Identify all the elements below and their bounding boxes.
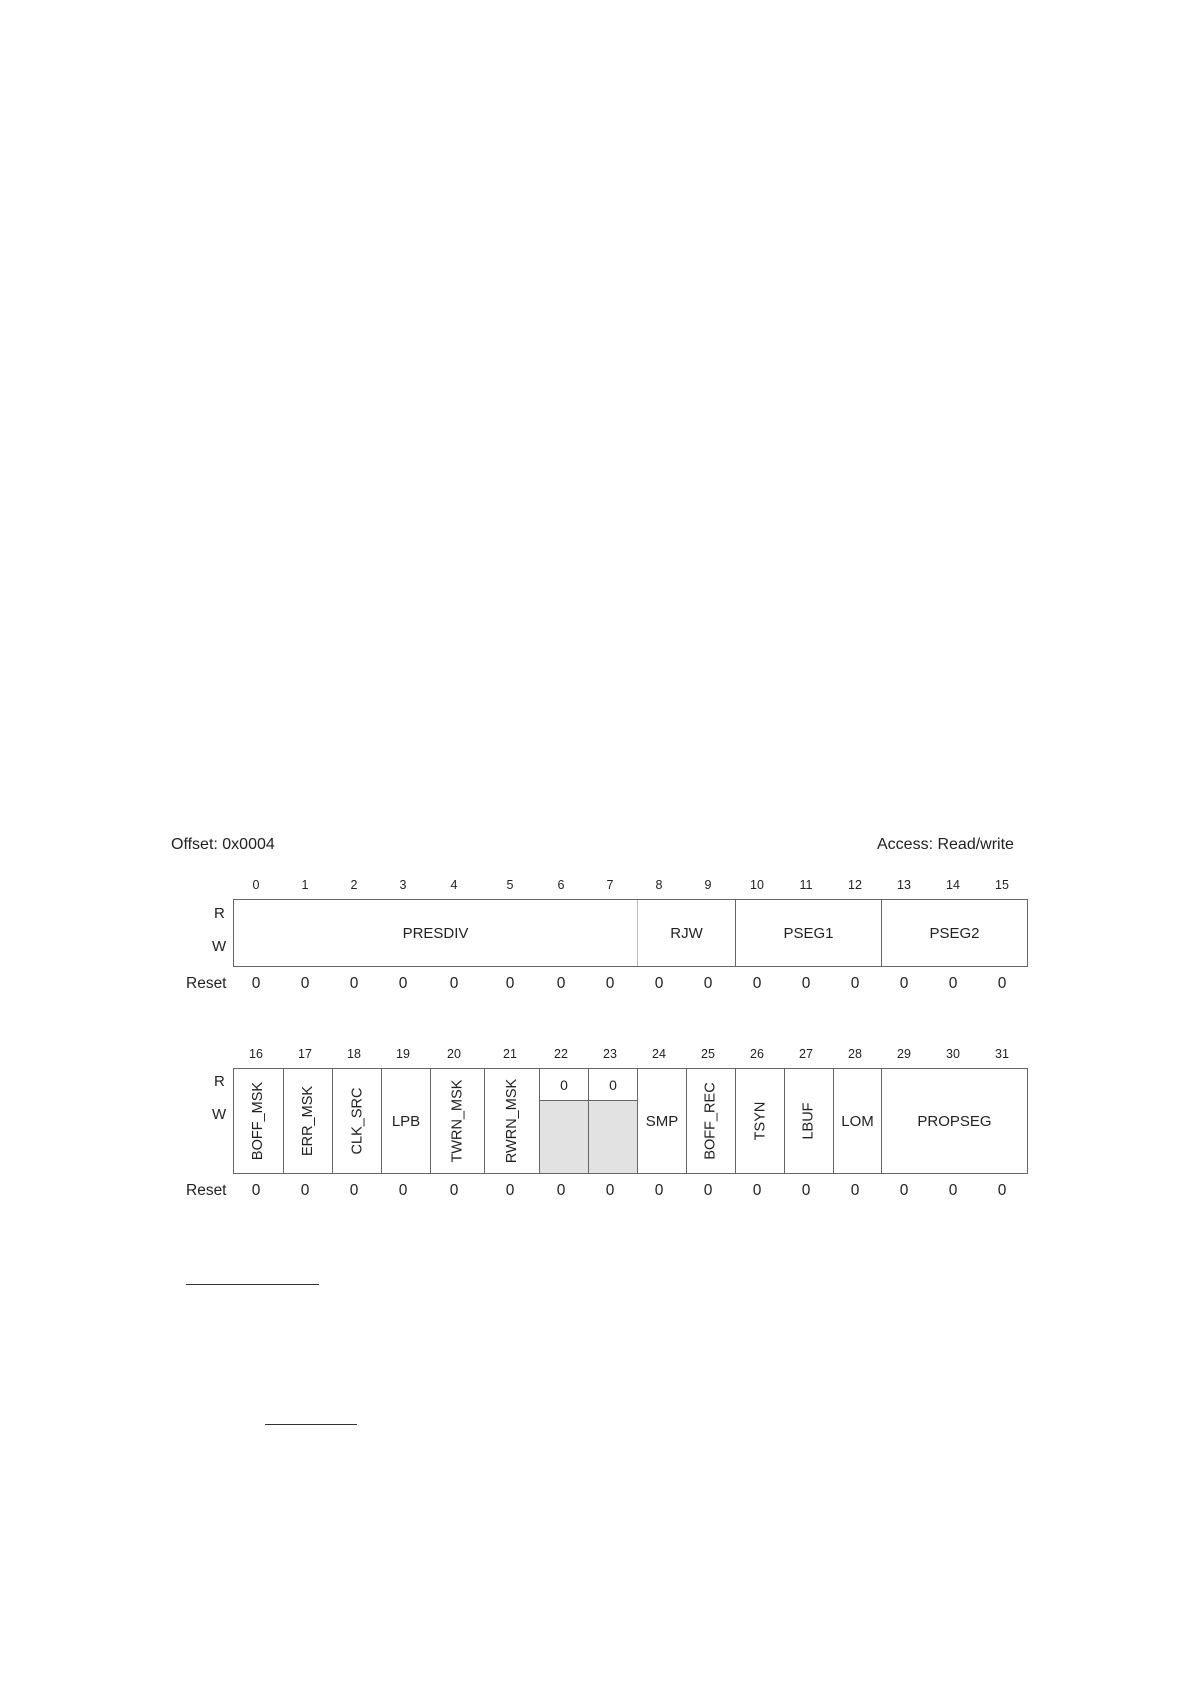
reset-value: 0 [300, 1182, 310, 1199]
bit-number: 2 [350, 878, 358, 892]
field-pseg2: PSEG2 [881, 900, 1027, 966]
underline-rule [186, 1284, 319, 1285]
reset-value: 0 [556, 1182, 566, 1199]
bit-number: 17 [298, 1047, 312, 1061]
field-label: CLK_SRC [349, 1087, 366, 1155]
bit-number: 28 [848, 1047, 862, 1061]
field-boff-msk [234, 1069, 283, 1173]
reset-value: 0 [899, 975, 909, 992]
field-propseg: PROPSEG [881, 1069, 1027, 1173]
reserved-read-value: 0 [540, 1069, 588, 1101]
bit-number: 23 [603, 1047, 617, 1061]
offset-label: Offset: 0x0004 [171, 836, 275, 853]
register-box-1 [233, 899, 1028, 967]
reset-value: 0 [505, 975, 515, 992]
reset-value: 0 [850, 1182, 860, 1199]
bit-number: 9 [704, 878, 712, 892]
bit-number: 11 [799, 878, 813, 892]
reset-value: 0 [752, 975, 762, 992]
reset-value: 0 [398, 1182, 408, 1199]
reset-value: 0 [556, 975, 566, 992]
bit-number: 24 [652, 1047, 666, 1061]
reserved-read-value: 0 [589, 1069, 637, 1101]
reset-row-label: Reset [186, 975, 227, 992]
reset-value: 0 [752, 1182, 762, 1199]
reset-value: 0 [251, 975, 261, 992]
bit-number: 7 [606, 878, 614, 892]
field-clk-src [332, 1069, 381, 1173]
bit-number: 30 [946, 1047, 960, 1061]
reset-value: 0 [349, 1182, 359, 1199]
reset-value: 0 [654, 975, 664, 992]
reset-value: 0 [801, 1182, 811, 1199]
read-row-label: R [214, 905, 225, 922]
field-label: TWRN_MSK [449, 1079, 466, 1163]
field-tsyn [735, 1069, 784, 1173]
field-rwrn-msk [484, 1069, 539, 1173]
bit-number: 8 [655, 878, 663, 892]
field-label: TSYN [751, 1101, 768, 1141]
reset-row-label: Reset [186, 1182, 227, 1199]
bit-number: 3 [399, 878, 407, 892]
reset-value: 0 [948, 975, 958, 992]
reset-value: 0 [605, 1182, 615, 1199]
bit-number: 0 [252, 878, 260, 892]
field-label: BOFF_MSK [250, 1081, 267, 1161]
bit-number: 4 [450, 878, 458, 892]
reset-value: 0 [850, 975, 860, 992]
bit-number: 1 [301, 878, 309, 892]
bit-number: 25 [701, 1047, 715, 1061]
reset-value: 0 [300, 975, 310, 992]
reset-value: 0 [997, 975, 1007, 992]
reset-value: 0 [449, 975, 459, 992]
field-label: RWRN_MSK [504, 1078, 521, 1164]
field-twrn-msk [430, 1069, 484, 1173]
register-box-2 [233, 1068, 1028, 1174]
bit-number: 21 [503, 1047, 517, 1061]
field-presdiv: PRESDIV [402, 924, 469, 942]
bit-number: 5 [506, 878, 514, 892]
bit-number: 16 [249, 1047, 263, 1061]
bit-number: 20 [447, 1047, 461, 1061]
field-boff-rec [686, 1069, 735, 1173]
bit-number: 15 [995, 878, 1009, 892]
bit-number: 31 [995, 1047, 1009, 1061]
field-err-msk [283, 1069, 332, 1173]
bit-number: 6 [557, 878, 565, 892]
field-lbuf [784, 1069, 833, 1173]
reset-value: 0 [398, 975, 408, 992]
reset-value: 0 [349, 975, 359, 992]
reset-value: 0 [703, 975, 713, 992]
field-lpb: LPB [381, 1069, 430, 1173]
field-rjw: RJW [637, 900, 735, 966]
bit-number: 13 [897, 878, 911, 892]
reset-value: 0 [899, 1182, 909, 1199]
field-lom: LOM [833, 1069, 881, 1173]
field-label: LBUF [800, 1102, 817, 1140]
bit-number: 29 [897, 1047, 911, 1061]
reset-value: 0 [997, 1182, 1007, 1199]
field-label: ERR_MSK [300, 1085, 317, 1157]
access-label: Access: Read/write [877, 836, 1014, 853]
reserved-bit-22 [539, 1069, 588, 1173]
reset-value: 0 [948, 1182, 958, 1199]
reserved-write-cell [540, 1101, 588, 1173]
underline-rule [265, 1424, 357, 1425]
bit-number: 19 [396, 1047, 410, 1061]
field-smp: SMP [637, 1069, 686, 1173]
reset-value: 0 [605, 975, 615, 992]
reset-value: 0 [505, 1182, 515, 1199]
bit-number: 27 [799, 1047, 813, 1061]
read-row-label: R [214, 1073, 225, 1090]
bit-number: 18 [347, 1047, 361, 1061]
bit-number: 26 [750, 1047, 764, 1061]
reset-value: 0 [654, 1182, 664, 1199]
bit-number: 12 [848, 878, 862, 892]
bit-number: 10 [750, 878, 764, 892]
write-row-label: W [212, 938, 227, 955]
reset-value: 0 [801, 975, 811, 992]
reset-value: 0 [703, 1182, 713, 1199]
field-label: BOFF_REC [703, 1082, 719, 1160]
reserved-bit-23 [588, 1069, 637, 1173]
reserved-write-cell [589, 1101, 637, 1173]
write-row-label: W [212, 1106, 227, 1123]
reset-value: 0 [251, 1182, 261, 1199]
field-pseg1: PSEG1 [735, 900, 881, 966]
reset-value: 0 [449, 1182, 459, 1199]
bit-number: 14 [946, 878, 960, 892]
bit-number: 22 [554, 1047, 568, 1061]
